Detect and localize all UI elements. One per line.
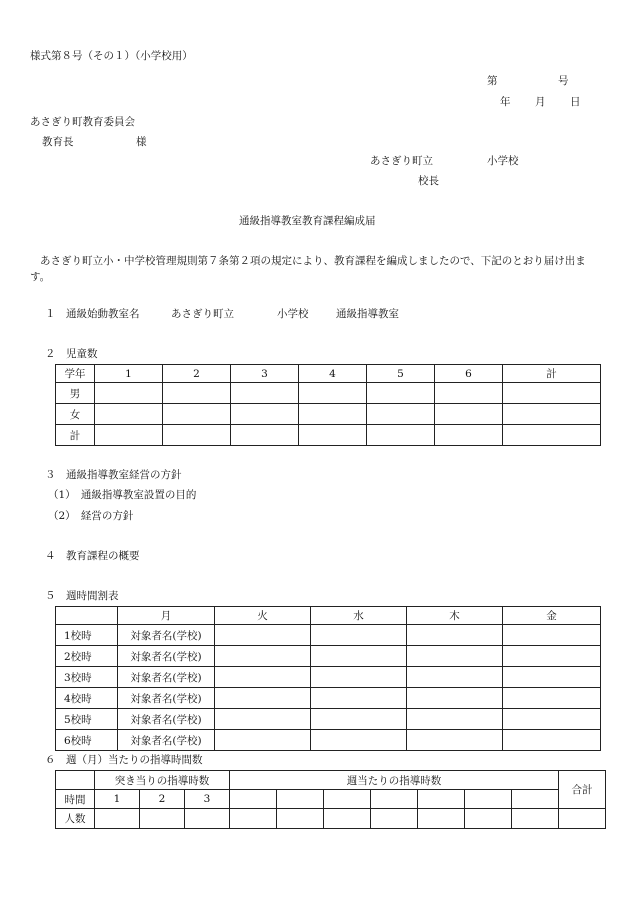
form-label: 様式第８号（その１）（小学校用） [30, 50, 193, 62]
table-row [56, 688, 601, 709]
student-table-header-row [56, 365, 601, 383]
table-row [56, 667, 601, 688]
table-row [56, 790, 606, 809]
section6-label: ６ 週（月）当たりの指導時間数 [45, 754, 203, 766]
section4-label: ４ 教育課程の概要 [45, 550, 140, 562]
target-cell: 対象者名(学校) [118, 688, 215, 709]
table-row [56, 625, 601, 646]
sender-title: 校長 [418, 175, 439, 187]
table-row [56, 709, 601, 730]
intro-paragraph: あさぎり町立小・中学校管理規則第７条第２項の規定により、教育課程を編成しましたので、下記のとおり届け出ます。 [30, 255, 586, 284]
section3-item2: （2） 経営の方針 [48, 510, 134, 522]
date-day: 日 [570, 96, 581, 108]
section1-room: 通級指導教室 [336, 308, 399, 320]
document-title: 通級指導教室教育課程編成届 [239, 215, 376, 227]
section5-label: ５ 週時間割表 [45, 590, 119, 602]
section3-label: ３ 通級指導教室経営の方針 [45, 469, 182, 481]
addressee-title: 教育長 [42, 136, 74, 148]
day-thu: 木 [407, 607, 503, 625]
date-month: 月 [535, 96, 546, 108]
table-row [56, 730, 601, 751]
row-label-time: 時間 [56, 790, 95, 809]
period-label: 2校時 [56, 646, 118, 667]
target-cell: 対象者名(学校) [118, 730, 215, 751]
target-cell: 対象者名(学校) [118, 625, 215, 646]
header-grade-2: 2 [163, 365, 231, 383]
table-row [56, 383, 601, 404]
header-grade-1: 1 [95, 365, 163, 383]
row-label-male: 男 [56, 383, 95, 404]
col-1: 1 [95, 790, 140, 809]
sender-school-prefix: あさぎり町立 [370, 155, 433, 167]
period-label: 4校時 [56, 688, 118, 709]
section1-school-prefix: あさぎり町立 [171, 308, 234, 320]
section2-label: ２ 児童数 [45, 348, 98, 360]
day-fri: 金 [503, 607, 601, 625]
table-row [56, 404, 601, 425]
header-grade-3: 3 [231, 365, 299, 383]
addressee-org: あさぎり町教育委員会 [30, 116, 135, 128]
header-grade: 学年 [56, 365, 95, 383]
day-mon: 月 [118, 607, 215, 625]
section3-item1: （1） 通級指導教室設置の目的 [48, 489, 197, 501]
table-row [56, 809, 606, 829]
period-label: 1校時 [56, 625, 118, 646]
header-total: 計 [503, 365, 601, 383]
period-label: 5校時 [56, 709, 118, 730]
target-cell: 対象者名(学校) [118, 667, 215, 688]
addressee-honorific: 様 [136, 136, 147, 148]
sender-school-suffix: 小学校 [487, 155, 519, 167]
target-cell: 対象者名(学校) [118, 646, 215, 667]
col-3: 3 [185, 790, 230, 809]
table-row [56, 646, 601, 667]
period-label: 3校時 [56, 667, 118, 688]
hours-header-row [56, 771, 606, 790]
breakthrough-header: 突き当りの指導時数 [95, 771, 230, 790]
instruction-hours-table [55, 770, 606, 829]
number-suffix: 号 [558, 75, 569, 87]
weekly-timetable [55, 606, 601, 751]
date-year: 年 [500, 96, 511, 108]
student-count-table [55, 364, 601, 446]
header-grade-4: 4 [299, 365, 367, 383]
period-label: 6校時 [56, 730, 118, 751]
day-tue: 火 [215, 607, 311, 625]
header-grade-5: 5 [367, 365, 435, 383]
number-prefix: 第 [487, 75, 498, 87]
row-label-female: 女 [56, 404, 95, 425]
section1-label: １ 通級始動教室名 [45, 308, 140, 320]
total-header: 合計 [559, 771, 606, 809]
weekly-header: 週当たりの指導時数 [230, 771, 559, 790]
header-grade-6: 6 [435, 365, 503, 383]
target-cell: 対象者名(学校) [118, 709, 215, 730]
section1-school-suffix: 小学校 [277, 308, 309, 320]
row-label-total: 計 [56, 425, 95, 446]
table-row [56, 425, 601, 446]
row-label-people: 人数 [56, 809, 95, 829]
day-wed: 水 [311, 607, 407, 625]
col-2: 2 [140, 790, 185, 809]
timetable-header-row [56, 607, 601, 625]
